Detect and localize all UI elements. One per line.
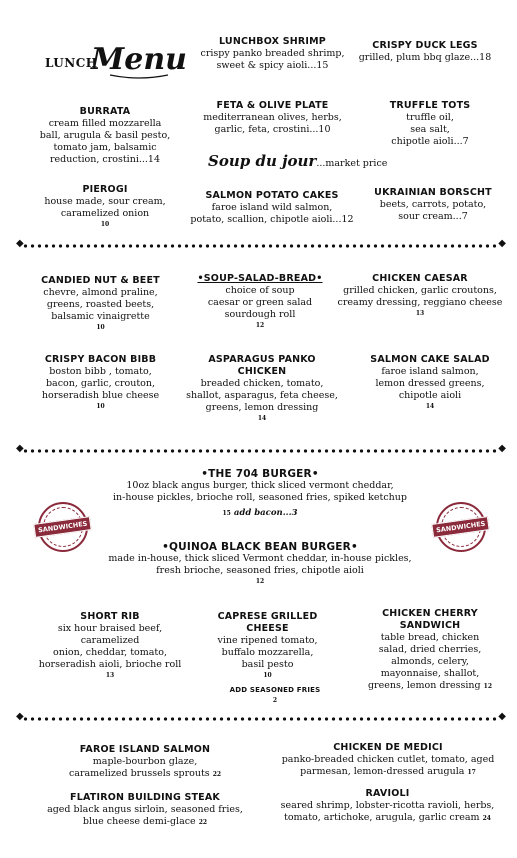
menu-item-asparagus-panko-chicken <box>183 354 341 423</box>
item-name: BURRATA <box>79 106 131 117</box>
item-desc: ball, arugula & basil pesto, <box>39 130 171 141</box>
item-price: 13 <box>415 310 425 317</box>
menu-item-chicken-caesar <box>335 273 505 318</box>
menu-item-pierogi <box>30 184 180 229</box>
item-desc: truffle oil, <box>406 112 454 123</box>
item-name: FETA & OLIVE PLATE <box>216 100 329 111</box>
item-desc: caramelized onion <box>60 208 150 219</box>
item-name: CANDIED NUT & BEET <box>41 275 160 286</box>
menu-item-soup-salad-bread <box>190 273 330 330</box>
item-desc: garlic, feta, crostini...10 <box>214 124 331 135</box>
item-desc: in-house pickles, brioche roll, seasoned fries, spiked ketchup <box>113 492 407 503</box>
item-name: CHICKEN CHERRY SANDWICH <box>382 608 478 631</box>
item-price: 12 <box>483 683 493 690</box>
item-desc: basil pesto <box>241 659 294 670</box>
item-price: 22 <box>198 819 208 826</box>
item-name: •THE 704 BURGER• <box>201 468 319 480</box>
item-desc: breaded chicken, tomato, <box>200 378 324 389</box>
item-price: 12 <box>255 578 265 585</box>
item-price: 22 <box>212 771 222 778</box>
menu-item-salmon-cake-salad <box>360 354 500 411</box>
item-desc: sweet & spicy aioli...15 <box>216 60 329 71</box>
menu-item-faroe-salmon <box>55 744 235 781</box>
menu-item-flatiron-steak <box>40 792 250 829</box>
item-desc: grilled, plum bbq glaze...18 <box>358 52 492 63</box>
item-desc: greens, lemon dressing 12 <box>367 680 493 691</box>
item-desc: grilled chicken, garlic croutons, <box>343 285 497 296</box>
item-name: CRISPY DUCK LEGS <box>372 40 478 51</box>
item-desc: blue cheese demi-glace 22 <box>82 816 208 827</box>
item-desc: tomato jam, balsamic <box>53 142 157 153</box>
item-desc: balsamic vinaigrette <box>51 311 150 322</box>
item-price: 13 <box>105 672 115 679</box>
item-price: 10 <box>96 324 105 331</box>
item-name: •SOUP-SALAD-BREAD• <box>197 273 323 284</box>
item-desc: sourdough roll <box>224 309 296 320</box>
page-title: LUNCH <box>45 56 98 70</box>
item-desc: six hour braised beef, caramelized <box>57 623 163 646</box>
item-desc: mediterranean olives, herbs, <box>203 112 342 123</box>
section-divider <box>22 447 500 455</box>
item-desc: 10oz black angus burger, thick sliced vermont cheddar, <box>126 480 394 491</box>
item-name: CHICKEN CAESAR <box>372 273 468 284</box>
item-desc: greens, roasted beets, <box>46 299 155 310</box>
item-desc: boston bibb , tomato, <box>49 366 152 377</box>
menu-item-ravioli <box>275 788 500 825</box>
item-name: FAROE ISLAND SALMON <box>79 744 211 755</box>
item-name: TRUFFLE TOTS <box>389 100 471 111</box>
item-name: ADD SEASONED FRIES <box>229 686 321 694</box>
menu-item-candied-nut-beet <box>28 275 173 332</box>
item-desc: table bread, chicken <box>380 632 480 643</box>
stamp-label: SANDWICHES <box>432 516 491 538</box>
item-desc: almonds, celery, <box>391 656 469 667</box>
menu-item-short-rib <box>30 611 190 680</box>
item-name: SALMON POTATO CAKES <box>205 190 339 201</box>
item-desc: aged black angus sirloin, seasoned fries, <box>47 804 243 815</box>
menu-item-crispy-duck <box>355 40 495 64</box>
item-name: UKRAINIAN BORSCHT <box>374 187 492 198</box>
item-desc: buffalo mozzarella, <box>221 647 314 658</box>
item-desc: made in-house, thick sliced Vermont cheddar, in-house pickles, <box>108 553 412 564</box>
item-name: PIEROGI <box>82 184 128 195</box>
item-desc: potato, scallion, chipotle aioli...12 <box>190 214 354 225</box>
item-desc: vine ripened tomato, <box>217 635 318 646</box>
item-desc: seared shrimp, lobster-ricotta ravioli, herbs, <box>280 800 495 811</box>
item-price: 12 <box>255 322 265 329</box>
menu-logo-text: Menu <box>91 42 187 77</box>
item-desc: salad, dried cherries, <box>378 644 482 655</box>
menu-item-chicken-cherry <box>360 608 500 693</box>
menu-item-salmon-potato-cakes <box>182 190 362 226</box>
soup-du-jour-price: ...market price <box>316 158 388 169</box>
item-desc: reduction, crostini...14 <box>49 154 161 165</box>
item-price: 10 <box>100 221 110 228</box>
item-desc: house made, sour cream, <box>44 196 166 207</box>
item-addon: add bacon...3 <box>233 508 298 518</box>
item-price: 2 <box>272 697 278 704</box>
menu-item-burrata <box>30 106 180 166</box>
menu-item-seasoned-fries <box>210 684 340 705</box>
item-name: •QUINOA BLACK BEAN BURGER• <box>162 541 358 553</box>
item-price: 10 <box>96 403 105 410</box>
item-name: FLATIRON BUILDING STEAK <box>70 792 220 803</box>
item-desc: greens, lemon dressing <box>205 402 319 413</box>
item-desc: parmesan, lemon-dressed arugula 17 <box>300 766 476 777</box>
item-desc: maple-bourbon glaze, <box>92 756 198 767</box>
sandwiches-stamp-left <box>38 502 88 552</box>
item-desc: chipotle aioli <box>398 390 462 401</box>
item-desc: choice of soup <box>225 285 295 296</box>
menu-logo <box>91 35 187 83</box>
menu-item-truffle-tots <box>370 100 490 148</box>
item-desc: chipotle aioli...7 <box>391 136 469 147</box>
menu-item-704-burger <box>100 468 420 520</box>
item-desc: horseradish aioli, brioche roll <box>38 659 182 670</box>
item-name: RAVIOLI <box>365 788 410 799</box>
soup-du-jour-script: Soup du jour <box>208 152 317 170</box>
sandwiches-stamp-right <box>436 502 486 552</box>
item-name: ASPARAGUS PANKO CHICKEN <box>208 354 316 377</box>
menu-item-feta-olive <box>185 100 360 136</box>
menu-item-lunchbox-shrimp <box>185 36 360 72</box>
item-name: CHICKEN DE MEDICI <box>333 742 443 753</box>
item-name: SHORT RIB <box>80 611 140 622</box>
item-name: LUNCHBOX SHRIMP <box>219 36 326 47</box>
menu-item-borscht <box>372 187 494 223</box>
item-desc: creamy dressing, reggiano cheese <box>337 297 503 308</box>
menu-item-chicken-medici <box>278 742 498 779</box>
section-divider <box>22 242 500 250</box>
menu-item-caprese <box>200 611 335 680</box>
item-desc: horseradish blue cheese <box>41 390 160 401</box>
item-desc: bacon, garlic, crouton, <box>45 378 156 389</box>
item-price: 10 <box>263 672 272 679</box>
menu-item-quinoa-burger <box>95 541 425 586</box>
item-desc: beets, carrots, potato, <box>379 199 487 210</box>
stamp-label: SANDWICHES <box>34 516 93 538</box>
item-desc: caramelized brussels sprouts 22 <box>68 768 222 779</box>
item-name: CAPRESE GRILLED CHEESE <box>217 611 318 634</box>
item-desc: sour cream...7 <box>398 211 468 222</box>
item-name: SALMON CAKE SALAD <box>370 354 490 365</box>
menu-item-crispy-bacon-bibb <box>28 354 173 411</box>
item-desc: lemon dressed greens, <box>375 378 485 389</box>
item-desc: faroe island salmon, <box>381 366 479 377</box>
item-desc: sea salt, <box>410 124 450 135</box>
item-desc: crispy panko breaded shrimp, <box>200 48 345 59</box>
item-desc: mayonnaise, shallot, <box>380 668 480 679</box>
item-desc: tomato, artichoke, arugula, garlic cream 24 <box>284 812 491 823</box>
item-desc: onion, cheddar, tomato, <box>53 647 167 658</box>
item-price: 24 <box>482 815 491 822</box>
menu-item-soup-du-jour <box>208 152 387 170</box>
item-desc: fresh brioche, seasoned fries, chipotle aioli <box>156 565 364 576</box>
item-desc: chevre, almond praline, <box>43 287 158 298</box>
item-desc: panko-breaded chicken cutlet, tomato, aged <box>281 754 495 765</box>
item-price: 14 <box>257 415 267 422</box>
item-desc: cream filled mozzarella <box>48 118 162 129</box>
item-name: CRISPY BACON BIBB <box>44 354 157 365</box>
item-desc: faroe island wild salmon, <box>211 202 333 213</box>
item-price: 17 <box>467 769 476 776</box>
item-desc: caesar or green salad <box>207 297 313 308</box>
section-divider <box>22 715 500 723</box>
item-price: 15 <box>222 510 231 517</box>
item-price: 14 <box>425 403 435 410</box>
item-desc: shallot, asparagus, feta cheese, <box>186 390 338 401</box>
